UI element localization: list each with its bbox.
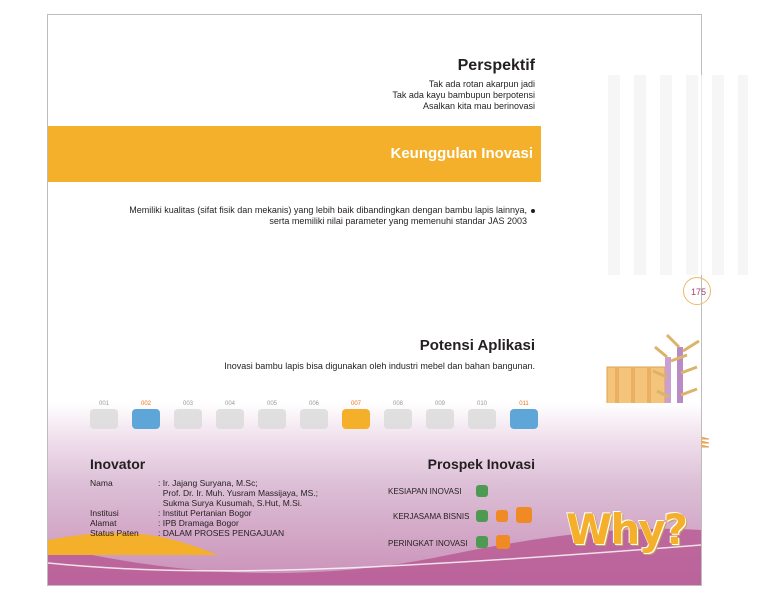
- category-007: [340, 401, 372, 429]
- row-label: Institusi: [90, 508, 119, 518]
- row-label: Status Paten: [90, 528, 139, 538]
- thumbs-up-icon: [496, 535, 510, 549]
- keunggulan-banner: [48, 126, 541, 182]
- icon-number: 009: [434, 401, 445, 407]
- icon-number: 005: [266, 401, 277, 407]
- icon-number: 010: [476, 401, 487, 407]
- icon-number: 001: [98, 401, 109, 407]
- inovator-row: [90, 488, 358, 498]
- money-bag-icon: [516, 507, 532, 523]
- kesiapan-gear-icon: [476, 485, 488, 497]
- category-001: [88, 401, 120, 429]
- why-logo: Why?: [566, 505, 686, 554]
- category-002: [130, 401, 162, 429]
- category-006: [298, 401, 330, 429]
- row-label: [90, 498, 158, 508]
- animal-icon: [468, 409, 496, 429]
- money-bag-icon: [476, 510, 488, 522]
- keunggulan-text: [75, 205, 535, 227]
- icon-number: 004: [224, 401, 235, 407]
- keunggulan-line-2: serta memiliki nilai parameter yang memenuhi standar JAS 2003: [269, 216, 527, 226]
- inovator-row: [90, 518, 358, 528]
- row-value: : Institut Pertanian Bogor: [158, 508, 252, 518]
- perspektif-title: Perspektif: [457, 57, 535, 74]
- inovator-row: [90, 478, 358, 488]
- money-bag-icon: [496, 510, 508, 522]
- category-010: [466, 401, 498, 429]
- icon-number: 002: [140, 401, 151, 407]
- search-icon: [300, 409, 328, 429]
- icon-number: 006: [308, 401, 319, 407]
- row-label: [90, 488, 158, 498]
- potensi-title: Potensi Aplikasi: [419, 337, 535, 354]
- farm-icon: [342, 409, 370, 429]
- icon-number: 007: [350, 401, 361, 407]
- category-005: [256, 401, 288, 429]
- road-icon: [174, 409, 202, 429]
- tools-icon: [216, 409, 244, 429]
- kerjasama-label: KERJASAMA BISNIS: [393, 512, 470, 521]
- category-004: [214, 401, 246, 429]
- peringkat-label: PERINGKAT INOVASI: [388, 539, 468, 548]
- brochure-page: [47, 14, 706, 586]
- icon-number: 011: [519, 401, 529, 407]
- quote-line-1: Tak ada rotan akarpun jadi: [428, 79, 535, 89]
- category-003: [172, 401, 204, 429]
- potensi-text: Inovasi bambu lapis bisa digunakan oleh industri mebel dan bahan bangunan.: [224, 361, 535, 371]
- inovator-row: [90, 508, 358, 518]
- handshake-icon: [426, 409, 454, 429]
- chart-icon: [258, 409, 286, 429]
- bamboo-background: [608, 75, 748, 275]
- row-value: : IPB Dramaga Bogor: [158, 518, 239, 528]
- prospek-title: Prospek Inovasi: [427, 456, 535, 472]
- inovator-row: [90, 528, 358, 538]
- perspektif-quote: [392, 79, 535, 112]
- row-label: Nama: [90, 478, 113, 488]
- category-009: [424, 401, 456, 429]
- category-011: [508, 401, 540, 429]
- category-008: [382, 401, 414, 429]
- technology-icon: [132, 409, 160, 429]
- inovator-row: [90, 498, 358, 508]
- row-value: Sukma Surya Kusumah, S.Hut, M.Si.: [158, 498, 303, 508]
- quote-line-2: Tak ada kayu bambupun berpotensi: [392, 90, 535, 100]
- category-icons: [88, 401, 540, 429]
- keunggulan-line-1: Memiliki kualitas (sifat fisik dan mekanis) yang lebih baik dibandingkan dengan bambu lapis lainnya,: [129, 205, 527, 215]
- machine-icon: [90, 409, 118, 429]
- keunggulan-title: Keunggulan Inovasi: [390, 145, 533, 162]
- row-value: : DALAM PROSES PENGAJUAN: [158, 528, 285, 538]
- thumbs-up-icon: [476, 536, 488, 548]
- water-icon: [510, 409, 538, 429]
- inovator-details: [90, 478, 358, 538]
- kesiapan-label: KESIAPAN INOVASI: [388, 487, 462, 496]
- bullet-icon: [531, 209, 535, 213]
- page-number: 175: [683, 277, 711, 305]
- row-value: Prof. Dr. Ir. Muh. Yusram Massijaya, MS.;: [158, 488, 318, 498]
- icon-number: 003: [182, 401, 193, 407]
- row-value: : Ir. Jajang Suryana, M.Sc;: [158, 478, 258, 488]
- icon-number: 008: [392, 401, 403, 407]
- row-label: Alamat: [90, 518, 117, 528]
- inovator-title: Inovator: [90, 456, 146, 472]
- quote-line-3: Asalkan kita mau berinovasi: [422, 101, 535, 111]
- plant-icon: [384, 409, 412, 429]
